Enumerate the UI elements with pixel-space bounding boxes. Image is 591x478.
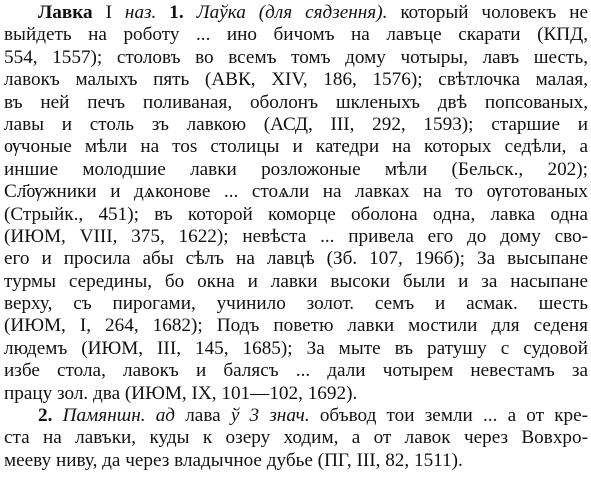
citation-text: объвод тои земли ... а от кре- [309,405,589,427]
entry-line: избе стола, лавокъ и балясъ ... дали чотырем невестамъ за [4,360,588,382]
citation-text: который чоловекъ не [387,2,589,23]
entry-line: его и просила абы сѣлъ на лавцѣ (Зб. 107, 196б); За высыпане [4,248,588,270]
entry-line: 554, 1557); столовъ во всемъ томъ дому чотыры, лавъ шесть, [4,46,588,68]
entry-line: працу зол. два (ИЮМ, IX, 101—102, 1692). [4,382,358,404]
entry-line: ста на лавъки, куды к озеру ходим, а от лавок через Вовхро- [4,427,588,449]
sense-gloss: Лаўка (для сядзення). [196,2,388,23]
entry-line: Сл҃ѹжники и дѧконове ... стоѧли на лавках на то ѹготованых [4,181,588,203]
entry-line: верху, съ пирогами, учинило золот. семъ и асмак. шесть [4,293,588,315]
headword: Лавка [38,2,93,23]
entry-line: мееву ниву, да через владычное дубье (ПГ, III, 82, 1511). [4,449,463,471]
dictionary-entry [4,2,588,472]
entry-line [4,2,588,24]
entry-line: (ИЮМ, VIII, 375, 1622); невѣста ... привела его до дому сво- [4,225,588,247]
entry-line: турмы середины, бо окна и лавки высоки были и за насыпане [4,270,588,292]
homonym-number: I [105,2,112,23]
sense-number: 1. [169,2,184,23]
sense-gloss: Памяншн. ад [62,405,176,427]
entry-line: иншие молодшие лавки розложоные мѣли (Бельск., 202); [4,158,588,180]
entry-line: людемъ (ИЮМ, III, 145, 1685); За мыте въ ратушу с судовой [4,337,588,359]
entry-line: лавокъ малыхъ пять (АВК, XIV, 186, 1576); свѣтлочка малая, [4,69,588,91]
entry-line [4,405,588,427]
entry-line: лавы и столь зъ лавкою (АСД, III, 292, 1593); старшие и [4,113,588,135]
sense-number: 2. [38,405,53,427]
sense-gloss-word: лава [175,405,231,427]
part-of-speech: наз. [124,2,157,23]
entry-line: (ИЮМ, I, 264, 1682); Подъ поветю лавки мостили для седеня [4,315,588,337]
entry-line: ѹчоные мѣли на тоѕ столицы и катедри на которых седѣли, а [4,136,588,158]
sense-gloss-reference: ў 3 знач. [230,405,310,427]
entry-line: въ ней печъ поливаная, оболонъ шкленыхъ двѣ попсованых, [4,91,588,113]
entry-line: выйдеть на роботу ... ино бичомъ на лавъце скарати (КПД, [4,24,588,46]
entry-line: (Стрыйк., 451); въ которой коморце оболона одна, лавка одна [4,203,588,225]
